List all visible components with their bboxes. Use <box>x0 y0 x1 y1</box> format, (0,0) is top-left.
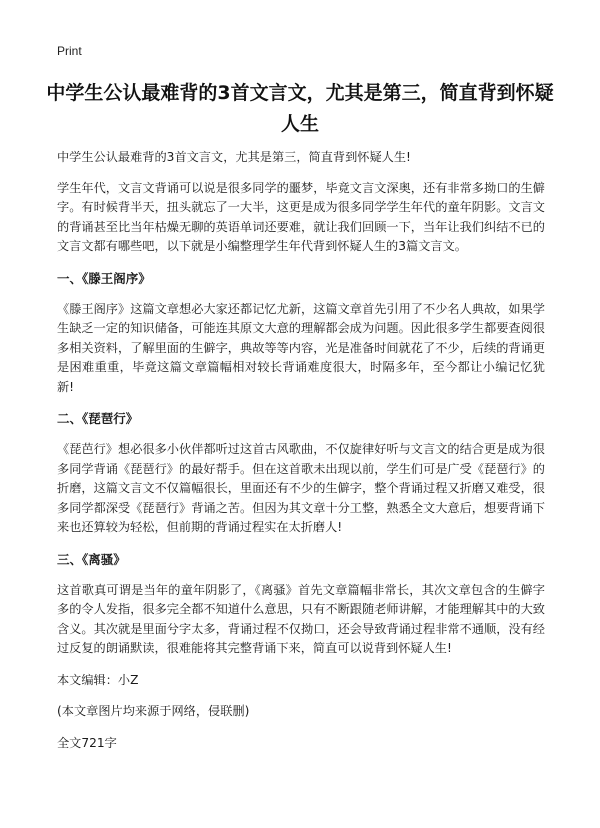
article-body <box>57 148 545 765</box>
section-text-1: 《滕王阁序》这篇文章想必大家还都记忆尤新，这篇文章首先引用了不少名人典故，如果学生缺乏一定的知识储备，可能连其原文大意的理解都会成为问题。因此很多学生都要查阅很多相关资料，了解里面的生僻字，典故等等内容，光是准备时间就花了不少，后续的背诵更是困难重重，毕竟这篇文章篇幅相对较长背诵难度很大，时隔多年，至今都让小编记忆犹新! <box>57 301 545 394</box>
section-text-2: 《琵芭行》想必很多小伙伴都听过这首古风歌曲，不仅旋律好听与文言文的结合更是成为很多同学背诵《琵琶行》的最好帮手。但在这首歌未出现以前，学生们可是广受《琵琶行》的折磨，这篇文言文不仅篇幅很长，里面还有不少的生僻字，整个背诵过程又折磨又难受，很多同学都深受《琵琶行》背诵之苦。但因为其文章十分工整，熟悉全文大意后，想要背诵下来也还算较为轻松，但前期的背诵过程实在太折磨人! <box>57 442 545 534</box>
article-title: 中学生公认最难背的3首文言文，尤其是第三，简直背到怀疑人生 <box>46 82 554 135</box>
section-heading-2: 二、《琵琶行》 <box>57 411 139 426</box>
section-heading-1: 一、《滕王阁序》 <box>57 270 151 286</box>
intro-paragraph: 学生年代，文言文背诵可以说是很多同学的噩梦，毕竟文言文深奥，还有非常多拗口的生僻字。有时候背半天，扭头就忘了一大半，这更是成为很多同学学生年代的童年阴影。文言文的背诵甚至比当年枯燥无聊的英语单词还要难，就让我们回顾一下，当年让我们纠结不已的文言文都有哪些吧，以下就是小编整理学生年代背到怀疑人生的3篇文言文。 <box>57 180 545 253</box>
editor-line: 本文编辑：小Z <box>57 672 139 687</box>
section-heading-3: 三、《离骚》 <box>57 551 126 567</box>
word-count: 全文721字 <box>57 735 117 750</box>
section-text-3: 这首歌真可谓是当年的童年阴影了，《离骚》首先文章篇幅非常长，其次文章包含的生僻字多的令人发指，很多完全都不知道什么意思，只有不断跟随老师讲解，才能理解其中的大致含义。其次就是里面兮字太多，背诵过程不仅拗口，还会导致背诵过程非常不通顺，没有经过反复的朗诵默读，很难能将其完整背诵下来，简直可以说背到怀疑人生! <box>57 582 545 655</box>
intro-line: 中学生公认最难背的3首文言文，尤其是第三，简直背到怀疑人生! <box>57 150 411 164</box>
source-note: (本文章图片均来源于网络，侵联删) <box>57 704 250 718</box>
print-link[interactable]: Print <box>57 44 82 58</box>
